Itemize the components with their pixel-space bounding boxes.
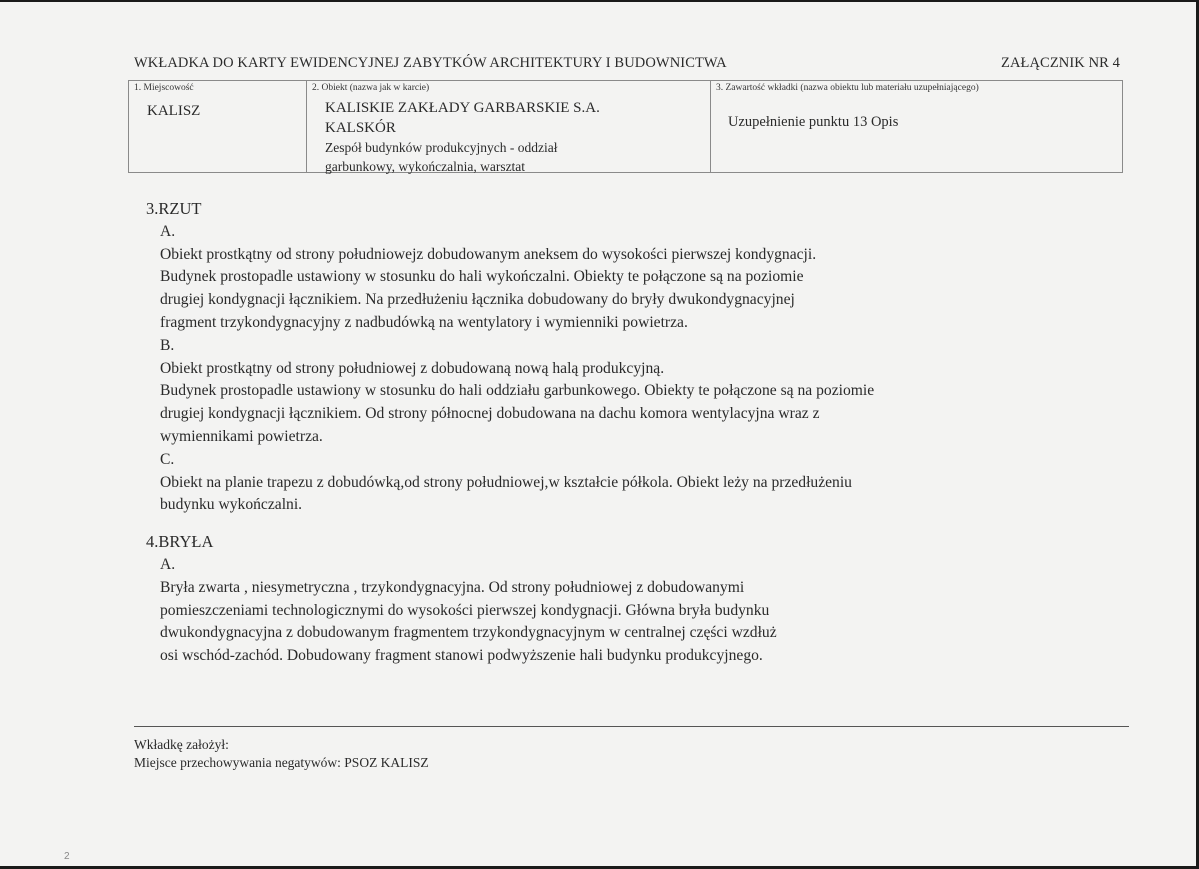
- contents-value: Uzupełnienie punktu 13 Opis: [728, 114, 899, 130]
- subsection-a: [146, 221, 1106, 335]
- cell-label: 2. Obiekt (nazwa jak w karcie): [312, 83, 430, 93]
- storage-line: Miejsce przechowywania negatywów: PSOZ KALISZ: [134, 755, 429, 770]
- locality-cell: [129, 81, 306, 172]
- subsection-letter: A.: [160, 555, 176, 573]
- author-label: Wkładkę założył:: [134, 737, 229, 752]
- paragraph-line: Obiekt na planie trapezu z dobudówką,od strony południowej,w kształcie półkola. Obiekt leży na przedłużeniu: [160, 473, 852, 491]
- annex-number: ZAŁĄCZNIK NR 4: [1001, 55, 1120, 71]
- paragraph-line: wymiennikami powietrza.: [160, 427, 323, 445]
- cell-label: 1. Miejscowość: [134, 83, 194, 93]
- subsection-a: [146, 554, 1106, 668]
- object-name-line: KALISKIE ZAKŁADY GARBARSKIE S.A.: [325, 100, 600, 116]
- paragraph-line: fragment trzykondygnacyjny z nadbudówką na wentylatory i wymienniki powietrza.: [160, 313, 688, 331]
- info-table: [128, 80, 1123, 173]
- object-name-line: garbunkowy, wykończalnia, warsztat: [325, 159, 526, 174]
- section-heading: 3.RZUT: [146, 199, 202, 218]
- paragraph-line: dwukondygnacyjna z dobudowanym fragmentem trzykondygnacyjnym w centralnej części wzdłuż: [160, 624, 777, 642]
- document-footer: [134, 736, 429, 772]
- paragraph-line: budynku wykończalni.: [160, 496, 303, 514]
- object-cell: [306, 81, 710, 172]
- subsection-letter: C.: [160, 450, 175, 468]
- paragraph-line: drugiej kondygnacji łącznikiem. Od strony północnej dobudowana na dachu komora wentylacyjna wraz z: [160, 405, 820, 423]
- section-rzut: [146, 198, 1106, 517]
- cell-value: [325, 98, 600, 176]
- footer-divider: [134, 726, 1129, 727]
- paragraph-line: Budynek prostopadle ustawiony w stosunku do hali wykończalni. Obiekty te połączone są na poziomie: [160, 268, 804, 286]
- subsection-letter: B.: [160, 336, 175, 354]
- paragraph-line: drugiej kondygnacji łącznikiem. Na przedłużeniu łącznika dobudowany do bryły dwukondygnacyjnej: [160, 291, 795, 309]
- subsection-c: [146, 449, 1106, 517]
- document-body: [146, 198, 1106, 668]
- section-spacer: [146, 517, 1106, 531]
- page-number: 2: [64, 851, 70, 862]
- paragraph-line: Budynek prostopadle ustawiony w stosunku do hali oddziału garbunkowego. Obiekty te połączone są na poziomie: [160, 382, 875, 400]
- subsection-b: [146, 335, 1106, 449]
- paragraph-line: pomieszczeniami technologicznymi do wysokości pierwszej kondygnacji. Główna bryła budynku: [160, 601, 770, 619]
- cell-value: [147, 101, 200, 121]
- object-name-line: KALSKÓR: [325, 120, 396, 136]
- subsection-letter: A.: [160, 222, 176, 240]
- document-page: [0, 2, 1196, 866]
- paragraph-line: osi wschód-zachód. Dobudowany fragment stanowi podwyższenie hali budynku produkcyjnego.: [160, 647, 763, 665]
- paragraph-line: Bryła zwarta , niesymetryczna , trzykondygnacyjna. Od strony południowej z dobudowanymi: [160, 578, 745, 596]
- document-title: WKŁADKA DO KARTY EWIDENCYJNEJ ZABYTKÓW ARCHITEKTURY I BUDOWNICTWA: [134, 55, 727, 71]
- locality-value: KALISZ: [147, 103, 201, 119]
- section-bryla: [146, 531, 1106, 668]
- section-heading: 4.BRYŁA: [146, 532, 214, 552]
- object-name-line: Zespół budynków produkcyjnych - oddział: [325, 140, 558, 155]
- cell-label: 3. Zawartość wkładki (nazwa obiektu lub materiału uzupełniającego): [716, 83, 979, 93]
- paragraph-line: Obiekt prostkątny od strony południowej z dobudowaną nową halą produkcyjną.: [160, 359, 665, 377]
- cell-value: [728, 112, 898, 132]
- paragraph-line: Obiekt prostkątny od strony południowejz dobudowanym aneksem do wysokości pierwszej kondygnacji.: [160, 245, 817, 263]
- contents-cell: [710, 81, 1122, 172]
